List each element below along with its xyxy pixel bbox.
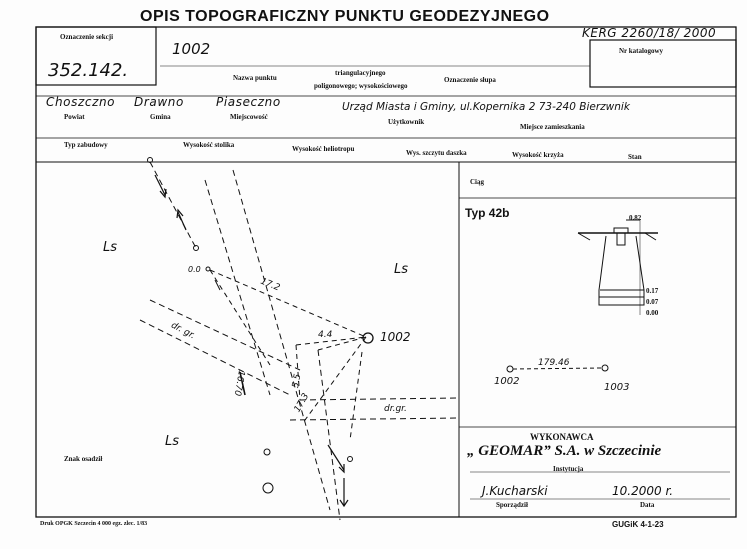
institution-label: Instytucja	[553, 465, 584, 473]
owner-label: Użytkownik	[388, 118, 425, 126]
dimension-2: 0.07	[646, 298, 659, 306]
pillar-label: Oznaczenie słupa	[444, 76, 496, 84]
table-height-label: Wysokość stolika	[183, 141, 235, 149]
heliotrope-height-label: Wysokość heliotropu	[292, 145, 355, 153]
distance-5-5: 5.5	[290, 373, 304, 389]
commune-label: Gmina	[150, 113, 171, 121]
plate-height-label: Wys. szczytu daszka	[406, 149, 467, 157]
road-label-right: dr.gr.	[384, 404, 407, 414]
small-marker-label: 0.0	[188, 265, 201, 274]
dimension-top: 0.82	[629, 214, 642, 222]
traverse-point-right: 1003	[604, 382, 630, 393]
traverse-point-left: 1002	[494, 376, 520, 387]
owner-value: Urząd Miasta i Gminy, ul.Kopernika 2 73-240 Bierzwnik	[342, 101, 630, 113]
distance-17-3: 17.3	[292, 391, 312, 415]
map-point-label: 1002	[380, 330, 411, 344]
point-type-line2: poligonowego; wysokościowego	[314, 82, 408, 90]
state-label: Stan	[628, 153, 642, 161]
point-number: 1002	[172, 40, 211, 58]
base-note: Znak osadził	[64, 455, 103, 463]
point-type-line1: triangulacyjnego	[335, 69, 386, 77]
section-label: Oznaczenie sekcji	[60, 33, 114, 41]
forest-label-right: Ls	[394, 262, 409, 277]
catalog-label: Nr katalogowy	[619, 47, 664, 55]
form-code: GUGiK 4-1-23	[612, 520, 664, 529]
benchmark-type: Typ 42b	[465, 206, 510, 220]
date-label: Data	[640, 501, 655, 509]
contractor-name: „ GEOMAR” S.A. w Szczecinie	[467, 443, 662, 459]
traverse-distance: 179.46	[538, 358, 570, 368]
place-label: Miejscowość	[230, 113, 268, 121]
contractor-label: WYKONAWCA	[530, 432, 594, 442]
cross-height-label: Wysokość krzyża	[512, 151, 564, 159]
point-name-label: Nazwa punktu	[233, 74, 277, 82]
place-value: Piaseczno	[216, 95, 281, 109]
document-code: KERG 2260/18/ 2000	[582, 26, 717, 40]
distance-16-7: 16.70	[231, 369, 247, 397]
forest-label-top: Ls	[103, 240, 118, 255]
commune-value: Drawno	[134, 95, 184, 109]
county-value: Choszczno	[46, 95, 116, 109]
county-label: Powiat	[64, 113, 85, 121]
author-name: J.Kucharski	[482, 484, 548, 498]
print-note: Druk OPGK Szczecin 4 000 egz. zlec. 1/83	[40, 521, 148, 527]
road-label-left: dr. gr.	[169, 320, 197, 342]
distance-4-4: 4.4	[318, 330, 333, 340]
ciag-label: Ciąg	[470, 178, 484, 186]
form-title: OPIS TOPOGRAFICZNY PUNKTU GEODEZYJNEGO	[140, 8, 550, 25]
author-label: Sporządził	[496, 501, 528, 509]
section-value: 352.142.	[48, 60, 129, 81]
dimension-3: 0.00	[646, 309, 659, 317]
forest-label-bottom: Ls	[165, 434, 180, 449]
dimension-1: 0.17	[646, 287, 659, 295]
type-label: Typ zabudowy	[64, 141, 108, 149]
distance-17-2: 17.2	[258, 276, 282, 294]
date-value: 10.2000 r.	[612, 484, 674, 498]
residence-label: Miejsce zamieszkania	[520, 123, 585, 131]
